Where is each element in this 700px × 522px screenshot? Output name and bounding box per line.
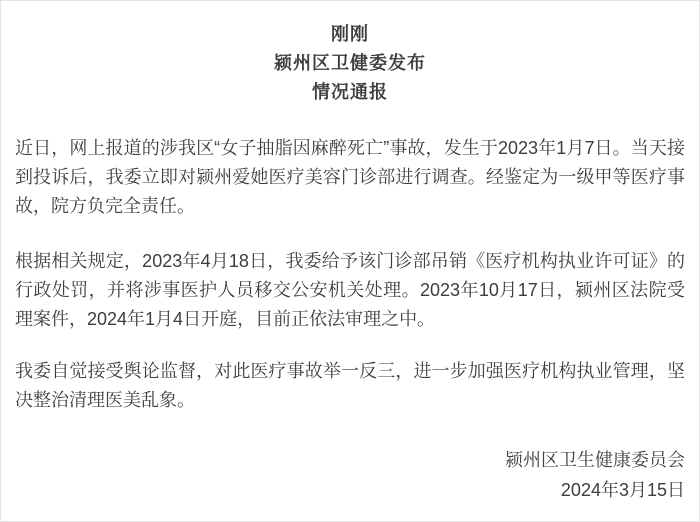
- signature-line: 颍州区卫生健康委员会: [505, 450, 685, 470]
- header-line-timing: 刚刚: [331, 24, 369, 44]
- notice-header: [15, 20, 685, 107]
- paragraph-incident-investigation: 近日，网上报道的涉我区“女子抽脂因麻醉死亡”事故，发生于2023年1月7日。当天接到投诉后，我委立即对颍州爱她医疗美容门诊部进行调查。经鉴定为一级甲等医疗事故，院方负完全责任。: [15, 138, 685, 216]
- paragraph-punishment-court: 根据相关规定，2023年4月18日，我委给予该门诊部吊销《医疗机构执业许可证》的行政处罚，并将涉事医护人员移交公安机关处理。2023年10月17日，颍州区法院受理案件，2024年1月4日开庭，目前正依法审理之中。: [15, 251, 685, 329]
- header-line-issuer: 颍州区卫健委发布: [274, 53, 426, 73]
- header-line-title: 情况通报: [312, 82, 388, 102]
- date-line: 2024年3月15日: [560, 480, 685, 500]
- notice-footer: [15, 445, 685, 505]
- paragraph-supervision-commitment: 我委自觉接受舆论监督，对此医疗事故举一反三，进一步加强医疗机构执业管理，坚决整治清理医美乱象。: [15, 361, 685, 410]
